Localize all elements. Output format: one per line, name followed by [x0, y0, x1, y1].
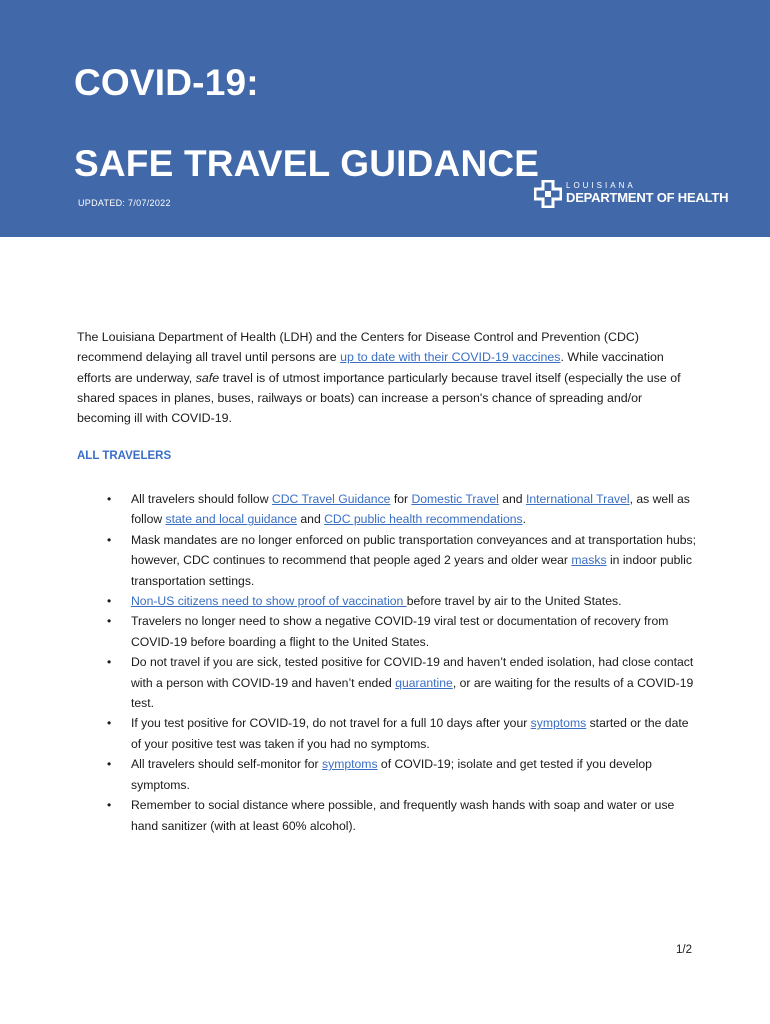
header-banner — [0, 0, 770, 237]
bullet-text: , as well as follow — [131, 492, 690, 527]
bullet-text: and — [498, 492, 526, 506]
list-item — [131, 611, 701, 652]
section-heading-all-travelers: ALL TRAVELERS — [77, 450, 172, 462]
bullet-text: Do not travel if you are sick, tested positive for COVID-19 and haven’t ended isolation, had close contact with a person with COVID-19 and haven’t ended — [131, 655, 694, 690]
bullet-link[interactable]: symptoms — [530, 716, 587, 731]
intro-emphasis: safe — [195, 370, 220, 385]
bullet-text: in indoor public transportation settings. — [131, 553, 692, 588]
bullet-link[interactable]: state and local guidance — [165, 512, 297, 527]
bullet-link[interactable]: CDC public health recommendations — [324, 512, 523, 527]
bullet-link[interactable]: quarantine — [395, 675, 453, 690]
bullet-text: All travelers should self-monitor for — [131, 757, 323, 772]
vaccines-link[interactable]: up to date with their COVID-19 vaccines — [340, 350, 561, 365]
bullet-link[interactable]: International Travel — [525, 492, 630, 506]
list-item — [131, 795, 701, 836]
intro-paragraph — [77, 327, 697, 428]
bullet-text: Remember to social distance where possible, and frequently wash hands with soap and water or use hand sanitizer (with at least 60% alcohol). — [131, 798, 675, 833]
logo-department-text: DEPARTMENT OF HEALTH — [566, 190, 729, 205]
list-item — [131, 591, 701, 611]
page-number: 1/2 — [676, 944, 692, 956]
bullet-text: Travelers no longer need to show a negative COVID-19 viral test or documentation of recovery from COVID-19 before boarding a flight to the United States. — [131, 614, 669, 649]
ldh-logo — [534, 180, 734, 210]
bullet-text: before travel by air to the United States. — [406, 594, 622, 609]
page-title-line-2: SAFE TRAVEL GUIDANCE — [74, 143, 540, 184]
bullet-text: of COVID-19; isolate and get tested if you develop symptoms. — [131, 757, 652, 792]
list-item — [131, 652, 701, 713]
bullet-text: , or are waiting for the results of a COVID-19 test. — [131, 675, 694, 711]
bullet-text: and — [297, 512, 325, 527]
bullet-text: for — [390, 492, 412, 506]
list-item — [131, 754, 701, 795]
list-item — [131, 713, 701, 754]
logo-state-text: LOUISIANA — [566, 181, 636, 190]
list-item — [131, 489, 701, 530]
page-title-line-1: COVID-19: — [74, 62, 259, 103]
ldh-cross-icon — [534, 180, 562, 208]
travelers-bullet-list — [131, 489, 701, 836]
intro-text-3: travel is of utmost importance particularly because travel itself (especially the use of shared spaces in planes, buses, railways or boats) can increase a person's chance of spreading and/or becoming ill with COVID-19. — [77, 370, 681, 426]
updated-date: UPDATED: 7/07/2022 — [78, 198, 171, 208]
bullet-text: . — [522, 512, 526, 527]
bullet-text: started or the date of your positive test was taken if you had no symptoms. — [131, 716, 689, 751]
bullet-link[interactable]: symptoms — [322, 757, 378, 772]
bullet-link[interactable]: masks — [571, 553, 607, 568]
bullet-text: All travelers should follow — [131, 492, 272, 506]
intro-text-1: The Louisiana Department of Health (LDH) and the Centers for Disease Control and Prevention (CDC) recommend delaying all travel until persons are — [77, 330, 639, 365]
bullet-link[interactable]: Domestic Travel — [411, 492, 499, 506]
bullet-link[interactable]: CDC Travel Guidance — [271, 492, 391, 506]
list-item — [131, 530, 701, 591]
bullet-link[interactable]: Non-US citizens need to show proof of vaccination — [131, 594, 407, 609]
bullet-text: Mask mandates are no longer enforced on public transportation conveyances and at transportation hubs; however, CDC continues to recommend that people aged 2 years and older wear — [131, 532, 697, 568]
intro-text-2: . While vaccination efforts are underway, — [77, 350, 664, 385]
bullet-text: If you test positive for COVID-19, do not travel for a full 10 days after your — [131, 716, 531, 731]
